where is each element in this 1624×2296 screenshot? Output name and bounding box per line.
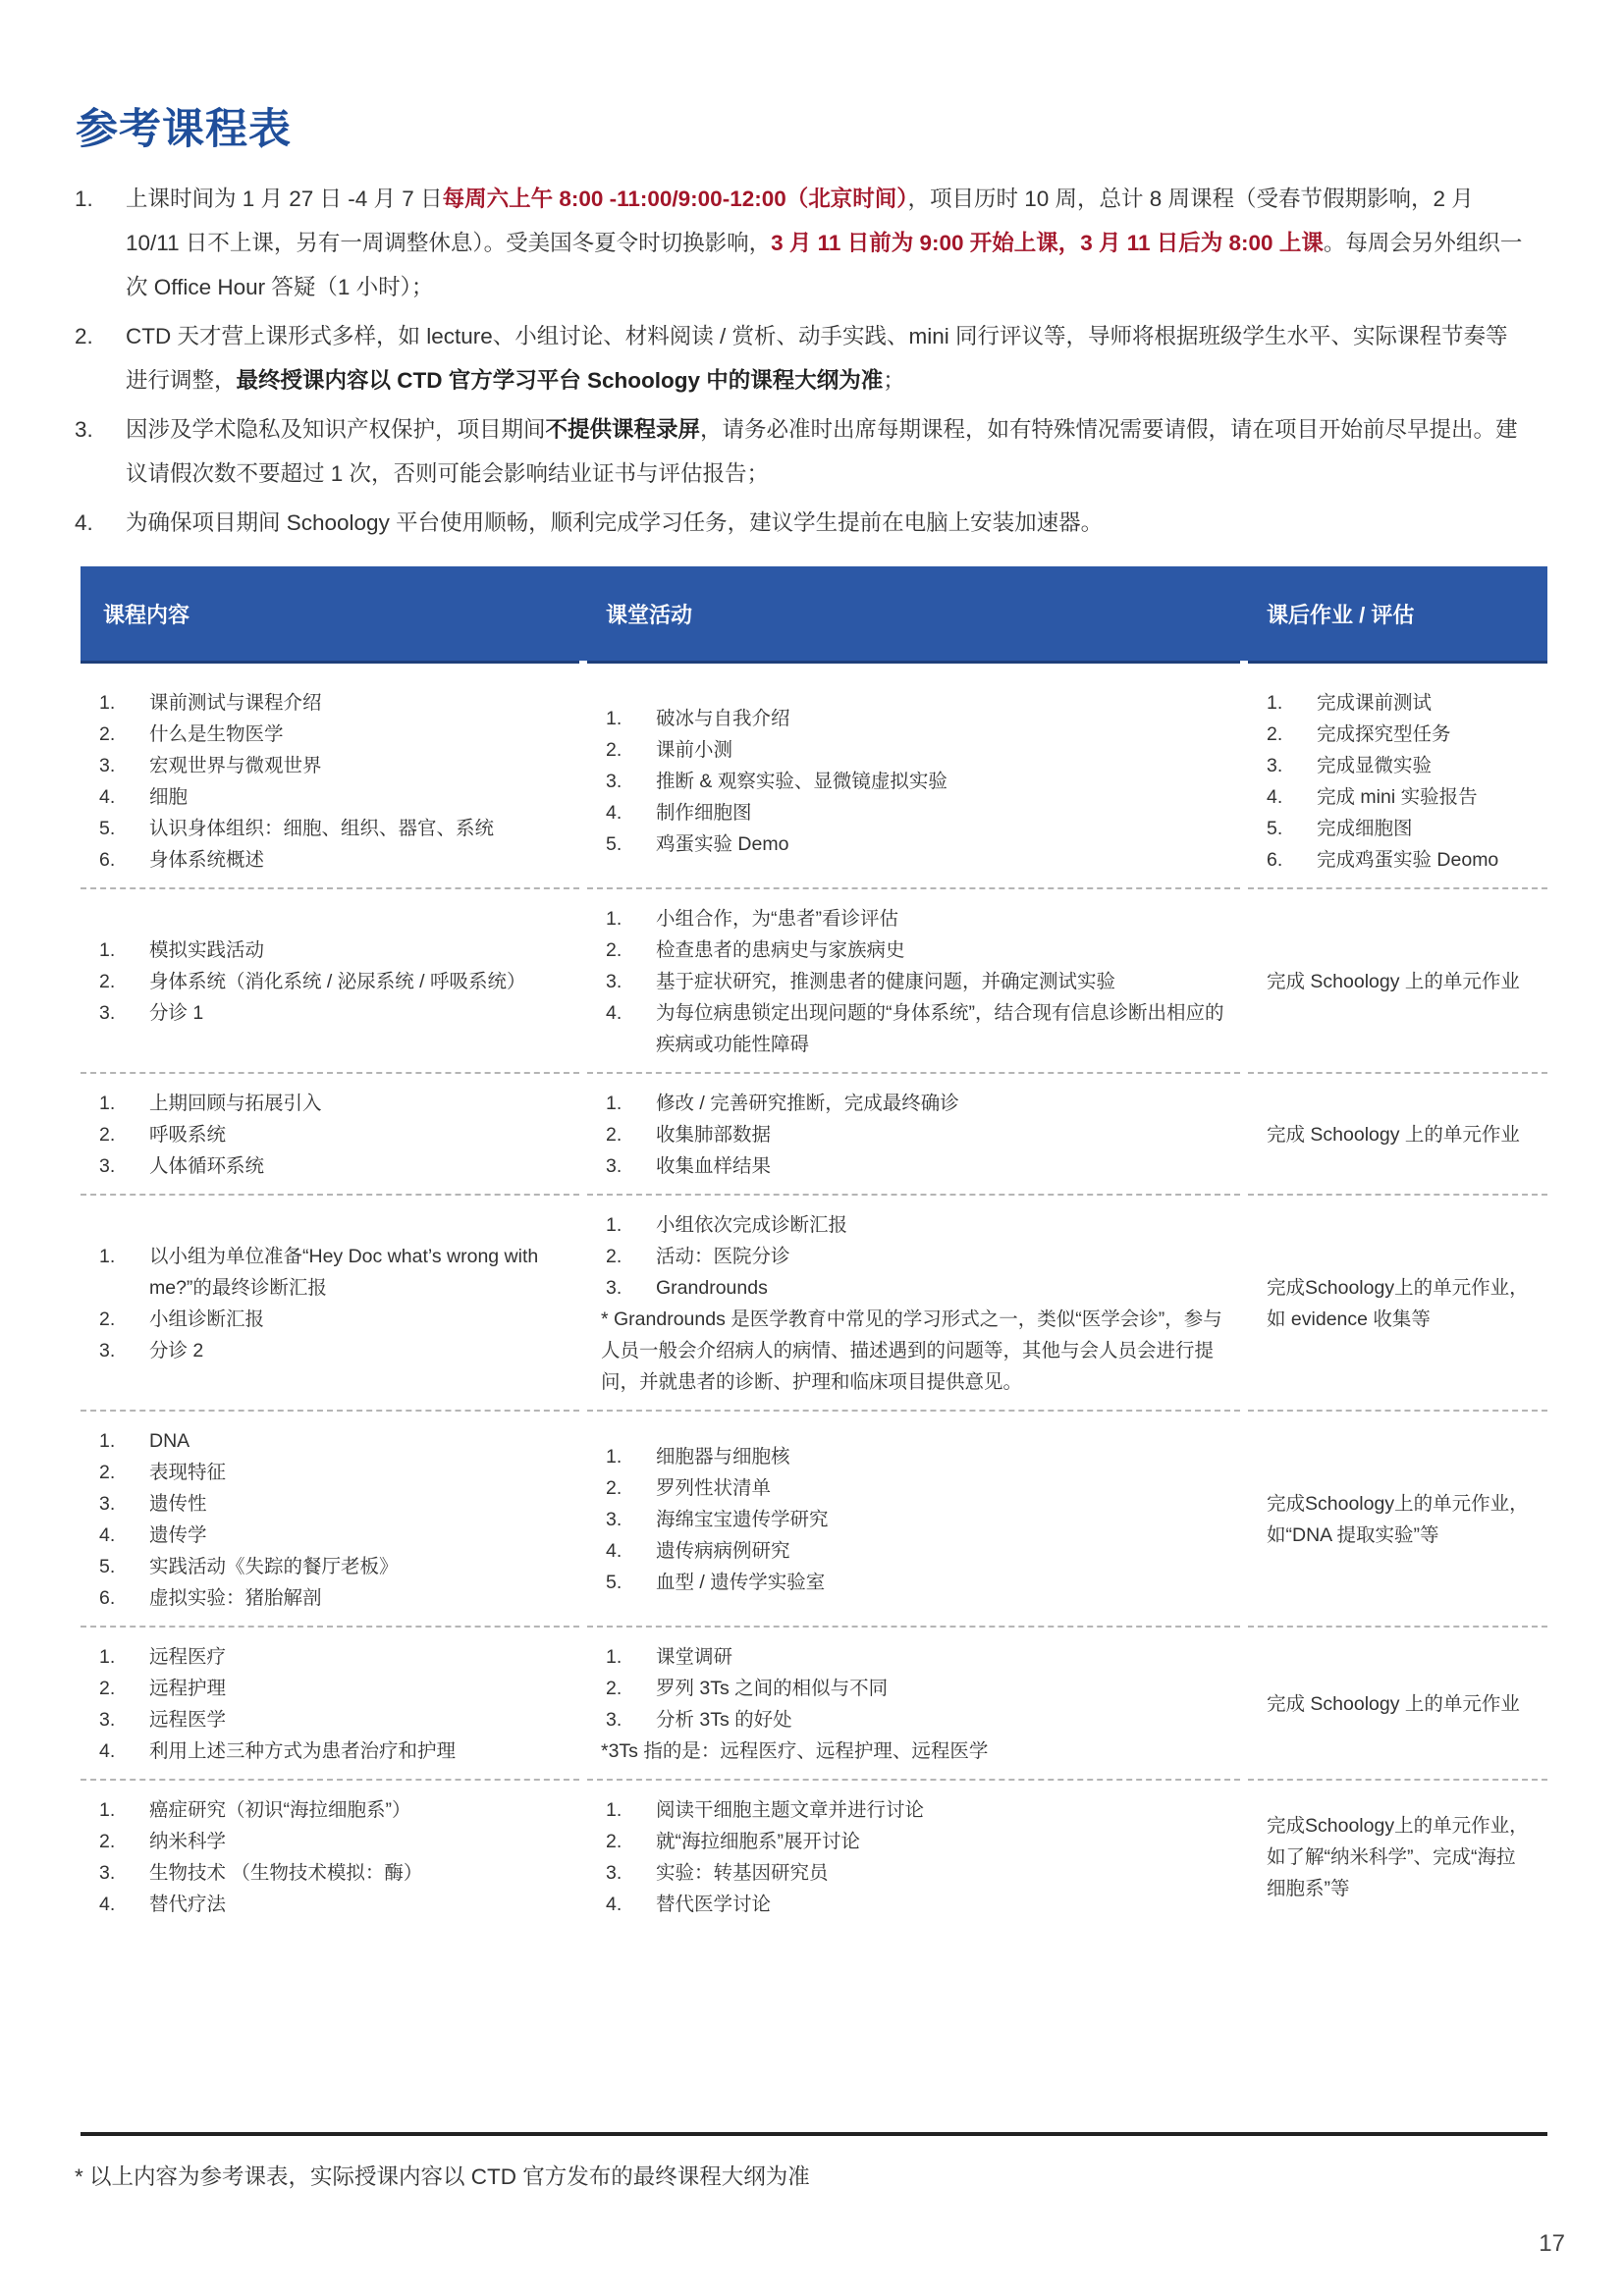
homework-text: 完成 Schoology 上的单元作业 bbox=[1267, 971, 1520, 992]
list-number: 1. bbox=[606, 708, 623, 729]
list-item bbox=[601, 1472, 1226, 1504]
list-number: 1. bbox=[606, 1093, 623, 1114]
list-item bbox=[94, 1457, 566, 1488]
list-text: 细胞器与细胞核 bbox=[656, 1446, 790, 1468]
list-item bbox=[601, 966, 1226, 997]
list-text: 海绵宝宝遗传学研究 bbox=[656, 1509, 829, 1530]
list-text: 遗传性 bbox=[149, 1493, 207, 1515]
list-text: 表现特征 bbox=[149, 1462, 227, 1483]
cell-content bbox=[81, 1780, 583, 1936]
numbered-list bbox=[94, 1425, 566, 1614]
list-text: 什么是生物医学 bbox=[149, 723, 284, 745]
note-highlight: 每周六上午 8:00 -11:00/9:00-12:00（北京时间） bbox=[442, 187, 908, 211]
note-highlight: 3 月 11 日前为 9:00 开始上课，3 月 11 日后为 8:00 上课 bbox=[771, 231, 1324, 255]
list-number: 2. bbox=[99, 971, 116, 992]
list-item bbox=[601, 1504, 1226, 1535]
list-item bbox=[94, 813, 566, 844]
list-item bbox=[94, 1704, 566, 1735]
table-row bbox=[81, 888, 1547, 1073]
list-text: 检查患者的患病史与家族病史 bbox=[656, 939, 905, 961]
list-item bbox=[1262, 844, 1534, 876]
list-number: 2. bbox=[606, 1124, 623, 1146]
table-header bbox=[81, 566, 1547, 663]
table-row bbox=[81, 1073, 1547, 1195]
list-text: 分析 3Ts 的好处 bbox=[656, 1709, 792, 1731]
list-item bbox=[601, 1567, 1226, 1598]
list-number: 4. bbox=[99, 1894, 116, 1915]
list-text: 远程医疗 bbox=[149, 1646, 227, 1668]
numbered-list bbox=[601, 1088, 1226, 1182]
numbered-list bbox=[1262, 687, 1534, 876]
list-item bbox=[601, 1441, 1226, 1472]
list-item bbox=[94, 1857, 566, 1889]
list-text: 基于症状研究，推测患者的健康问题，并确定测试实验 bbox=[656, 971, 1116, 992]
note-text: CTD 天才营上课形式多样，如 lecture、小组讨论、材料阅读 / 赏析、动手实践、mini 同行评议等，导师将根据班级学生水平、实际课程节奏等进行调整， bbox=[126, 324, 1508, 393]
list-item bbox=[1262, 719, 1534, 750]
list-item bbox=[601, 1641, 1226, 1673]
list-text: 分诊 1 bbox=[149, 1002, 204, 1024]
note-number: 1. bbox=[75, 187, 93, 211]
list-number: 2. bbox=[99, 1308, 116, 1330]
list-number: 1. bbox=[99, 692, 116, 714]
list-item bbox=[94, 1335, 566, 1366]
list-number: 2. bbox=[1267, 723, 1283, 745]
note-text: ，请务必准时出席每期课程，如有特殊情况需要请假，请在项目开始前尽早提出。建议请假次数不要超过 1 次，否则可能会影响结业证书与评估报告； bbox=[126, 417, 1518, 486]
list-number: 3. bbox=[606, 971, 623, 992]
list-item bbox=[601, 1119, 1226, 1150]
list-number: 3. bbox=[606, 1709, 623, 1731]
list-item bbox=[94, 1735, 566, 1767]
cell-homework bbox=[1244, 888, 1547, 1073]
list-item bbox=[94, 1150, 566, 1182]
table-row bbox=[81, 1780, 1547, 1936]
list-text: 推断 & 观察实验、显微镜虚拟实验 bbox=[656, 771, 947, 792]
cell-homework bbox=[1244, 1627, 1547, 1780]
list-text: 完成探究型任务 bbox=[1317, 723, 1451, 745]
list-text: 小组诊断汇报 bbox=[149, 1308, 265, 1330]
homework-text: 完成Schoology上的单元作业，如“DNA 提取实验”等 bbox=[1267, 1493, 1529, 1546]
cell-content bbox=[81, 888, 583, 1073]
list-text: 认识身体组织：细胞、组织、器官、系统 bbox=[149, 818, 495, 839]
list-item bbox=[601, 934, 1226, 966]
list-number: 3. bbox=[99, 1493, 116, 1515]
note-text: 。每周会另外组织一次 Office Hour 答疑（1 小时）； bbox=[126, 231, 1523, 299]
list-item bbox=[94, 1520, 566, 1551]
list-text: 替代疗法 bbox=[149, 1894, 227, 1915]
list-number: 5. bbox=[606, 1572, 623, 1593]
cell-activities bbox=[583, 663, 1244, 889]
list-number: 5. bbox=[99, 1556, 116, 1577]
list-text: 人体循环系统 bbox=[149, 1155, 265, 1177]
list-number: 3. bbox=[99, 1340, 116, 1362]
list-item bbox=[601, 1857, 1226, 1889]
note-number: 3. bbox=[75, 417, 93, 442]
list-item bbox=[94, 781, 566, 813]
numbered-list bbox=[601, 1641, 1226, 1735]
list-item bbox=[94, 1889, 566, 1920]
list-text: 小组依次完成诊断汇报 bbox=[656, 1214, 848, 1236]
list-number: 3. bbox=[606, 1509, 623, 1530]
list-number: 4. bbox=[99, 1740, 116, 1762]
list-text: 课前小测 bbox=[656, 739, 733, 761]
list-number: 4. bbox=[606, 1894, 623, 1915]
list-number: 4. bbox=[99, 786, 116, 808]
list-item bbox=[601, 1088, 1226, 1119]
list-text: DNA bbox=[149, 1430, 190, 1452]
numbered-list bbox=[94, 1794, 566, 1920]
list-item bbox=[601, 1794, 1226, 1826]
list-number: 4. bbox=[606, 1540, 623, 1562]
header-activities: 课堂活动 bbox=[583, 566, 1244, 663]
table-bottom-rule bbox=[81, 2132, 1547, 2136]
list-item bbox=[94, 934, 566, 966]
list-text: 细胞 bbox=[149, 786, 189, 808]
numbered-list bbox=[94, 687, 566, 876]
list-text: 阅读干细胞主题文章并进行讨论 bbox=[656, 1799, 925, 1821]
activity-note: * Grandrounds 是医学教育中常见的学习形式之一，类似“医学会诊”，参与人员一般会介绍病人的病情、描述遇到的问题等，其他与会人员会进行提问，并就患者的诊断、护理和临床项目提供意见。 bbox=[601, 1308, 1222, 1393]
page-title: 参考课程表 bbox=[76, 106, 292, 153]
list-item bbox=[94, 1673, 566, 1704]
list-item bbox=[1262, 781, 1534, 813]
list-item bbox=[1262, 750, 1534, 781]
header-homework: 课后作业 / 评估 bbox=[1244, 566, 1547, 663]
footnote: * 以上内容为参考课表，实际授课内容以 CTD 官方发布的最终课程大纲为准 bbox=[75, 2164, 810, 2189]
numbered-list bbox=[601, 1209, 1226, 1304]
list-text: 分诊 2 bbox=[149, 1340, 204, 1362]
list-text: 破冰与自我介绍 bbox=[656, 708, 790, 729]
list-number: 2. bbox=[99, 1831, 116, 1852]
list-text: 虚拟实验：猪胎解剖 bbox=[149, 1587, 322, 1609]
list-number: 4. bbox=[1267, 786, 1283, 808]
numbered-list bbox=[94, 1641, 566, 1767]
list-number: 4. bbox=[99, 1524, 116, 1546]
cell-activities bbox=[583, 1780, 1244, 1936]
list-item bbox=[94, 1551, 566, 1582]
note-text: 上课时间为 1 月 27 日 -4 月 7 日 bbox=[126, 187, 443, 211]
list-text: 完成鸡蛋实验 Deomo bbox=[1317, 849, 1499, 871]
list-item bbox=[94, 719, 566, 750]
cell-activities bbox=[583, 1195, 1244, 1411]
list-item bbox=[1262, 813, 1534, 844]
list-text: 制作细胞图 bbox=[656, 802, 752, 824]
list-number: 4. bbox=[606, 802, 623, 824]
numbered-list bbox=[94, 1241, 566, 1366]
note-item-3 bbox=[75, 407, 1528, 496]
list-item bbox=[94, 997, 566, 1029]
note-item-2 bbox=[75, 314, 1528, 402]
homework-text: 完成 Schoology 上的单元作业 bbox=[1267, 1693, 1520, 1715]
note-text: 因涉及学术隐私及知识产权保护，项目期间 bbox=[126, 417, 546, 442]
list-text: 身体系统概述 bbox=[149, 849, 265, 871]
list-item bbox=[601, 1272, 1226, 1304]
list-text: 罗列性状清单 bbox=[656, 1477, 772, 1499]
list-text: 罗列 3Ts 之间的相似与不同 bbox=[656, 1678, 889, 1699]
list-item bbox=[94, 1826, 566, 1857]
list-number: 1. bbox=[606, 1799, 623, 1821]
note-bold: 最终授课内容以 CTD 官方学习平台 Schoology 中的课程大纲为准 bbox=[236, 368, 884, 393]
list-text: 癌症研究（初识“海拉细胞系”） bbox=[149, 1799, 411, 1821]
numbered-list bbox=[94, 934, 566, 1029]
list-number: 1. bbox=[99, 1430, 116, 1452]
list-text: 遗传学 bbox=[149, 1524, 207, 1546]
list-text: 呼吸系统 bbox=[149, 1124, 227, 1146]
list-text: 血型 / 遗传学实验室 bbox=[656, 1572, 826, 1593]
cell-activities bbox=[583, 1627, 1244, 1780]
note-item-4 bbox=[75, 501, 1528, 545]
list-number: 6. bbox=[99, 849, 116, 871]
table-row bbox=[81, 663, 1547, 889]
list-text: 课前测试与课程介绍 bbox=[149, 692, 322, 714]
list-item bbox=[601, 734, 1226, 766]
list-item bbox=[601, 766, 1226, 797]
numbered-list bbox=[94, 1088, 566, 1182]
list-number: 2. bbox=[606, 1678, 623, 1699]
note-text: 为确保项目期间 Schoology 平台使用顺畅，顺利完成学习任务，建议学生提前在电脑上安装加速器。 bbox=[126, 510, 1104, 535]
list-text: 完成细胞图 bbox=[1317, 818, 1413, 839]
list-number: 2. bbox=[99, 1678, 116, 1699]
list-text: 上期回顾与拓展引入 bbox=[149, 1093, 322, 1114]
list-number: 3. bbox=[99, 1002, 116, 1024]
list-item bbox=[94, 687, 566, 719]
table-body bbox=[81, 663, 1547, 1937]
list-number: 3. bbox=[99, 755, 116, 776]
list-number: 2. bbox=[99, 723, 116, 745]
note-number: 4. bbox=[75, 510, 93, 535]
list-item bbox=[601, 1241, 1226, 1272]
list-number: 3. bbox=[606, 1155, 623, 1177]
homework-text: 完成Schoology上的单元作业，如 evidence 收集等 bbox=[1267, 1277, 1529, 1330]
list-number: 2. bbox=[606, 1246, 623, 1267]
list-item bbox=[94, 1582, 566, 1614]
list-text: 活动：医院分诊 bbox=[656, 1246, 790, 1267]
table-row bbox=[81, 1195, 1547, 1411]
list-item bbox=[601, 1150, 1226, 1182]
list-number: 6. bbox=[1267, 849, 1283, 871]
cell-homework bbox=[1244, 1780, 1547, 1936]
note-bold: 不提供课程录屏 bbox=[545, 417, 701, 442]
list-text: 完成课前测试 bbox=[1317, 692, 1433, 714]
list-number: 5. bbox=[99, 818, 116, 839]
list-item bbox=[601, 1826, 1226, 1857]
list-number: 3. bbox=[606, 1277, 623, 1299]
table-row bbox=[81, 1411, 1547, 1627]
list-text: 收集血样结果 bbox=[656, 1155, 772, 1177]
list-number: 2. bbox=[606, 1477, 623, 1499]
cell-homework bbox=[1244, 663, 1547, 889]
numbered-list bbox=[601, 1441, 1226, 1598]
cell-content bbox=[81, 1627, 583, 1780]
list-text: 利用上述三种方式为患者治疗和护理 bbox=[149, 1740, 457, 1762]
list-item bbox=[94, 1241, 566, 1304]
list-number: 2. bbox=[99, 1124, 116, 1146]
list-text: 就“海拉细胞系”展开讨论 bbox=[656, 1831, 860, 1852]
course-notes bbox=[75, 177, 1528, 545]
list-number: 2. bbox=[99, 1462, 116, 1483]
list-text: 生物技术 （生物技术模拟：酶） bbox=[149, 1862, 423, 1884]
list-number: 1. bbox=[99, 1093, 116, 1114]
list-text: 为每位病患锁定出现问题的“身体系统”，结合现有信息诊断出相应的疾病或功能性障碍 bbox=[656, 1002, 1224, 1055]
page-number: 17 bbox=[1539, 2230, 1565, 2257]
list-number: 3. bbox=[606, 1862, 623, 1884]
list-number: 1. bbox=[606, 1446, 623, 1468]
list-item bbox=[94, 966, 566, 997]
list-number: 1. bbox=[1267, 692, 1283, 714]
list-number: 1. bbox=[606, 1646, 623, 1668]
list-item bbox=[601, 1535, 1226, 1567]
cell-homework bbox=[1244, 1411, 1547, 1627]
list-number: 3. bbox=[1267, 755, 1283, 776]
note-text: ； bbox=[883, 368, 905, 393]
cell-activities bbox=[583, 1073, 1244, 1195]
list-number: 4. bbox=[606, 1002, 623, 1024]
cell-content bbox=[81, 663, 583, 889]
note-item-1 bbox=[75, 177, 1528, 309]
list-number: 5. bbox=[606, 833, 623, 855]
list-item bbox=[601, 903, 1226, 934]
list-text: 鸡蛋实验 Demo bbox=[656, 833, 789, 855]
list-text: 遗传病病例研究 bbox=[656, 1540, 790, 1562]
numbered-list bbox=[601, 903, 1226, 1060]
list-text: 收集肺部数据 bbox=[656, 1124, 772, 1146]
list-item bbox=[601, 997, 1226, 1060]
cell-content bbox=[81, 1073, 583, 1195]
note-number: 2. bbox=[75, 324, 93, 348]
list-number: 1. bbox=[606, 1214, 623, 1236]
list-number: 1. bbox=[99, 1646, 116, 1668]
list-number: 3. bbox=[99, 1862, 116, 1884]
homework-text: 完成Schoology上的单元作业，如了解“纳米科学”、完成“海拉细胞系”等 bbox=[1267, 1815, 1529, 1899]
list-number: 1. bbox=[99, 1246, 116, 1267]
list-number: 3. bbox=[606, 771, 623, 792]
activity-note: *3Ts 指的是：远程医疗、远程护理、远程医学 bbox=[601, 1740, 989, 1762]
list-item bbox=[601, 1673, 1226, 1704]
list-text: 远程医学 bbox=[149, 1709, 227, 1731]
numbered-list bbox=[601, 1794, 1226, 1920]
cell-activities bbox=[583, 888, 1244, 1073]
list-text: 课堂调研 bbox=[656, 1646, 733, 1668]
table-row bbox=[81, 1627, 1547, 1780]
list-number: 2. bbox=[606, 939, 623, 961]
list-text: 修改 / 完善研究推断，完成最终确诊 bbox=[656, 1093, 959, 1114]
list-number: 1. bbox=[99, 1799, 116, 1821]
header-content: 课程内容 bbox=[81, 566, 583, 663]
cell-content bbox=[81, 1195, 583, 1411]
list-item bbox=[94, 1304, 566, 1335]
list-text: 实践活动《失踪的餐厅老板》 bbox=[149, 1556, 399, 1577]
list-item bbox=[601, 703, 1226, 734]
list-number: 5. bbox=[1267, 818, 1283, 839]
list-item bbox=[94, 1794, 566, 1826]
list-text: 纳米科学 bbox=[149, 1831, 227, 1852]
note-text: ，项目历时 10 周，总计 8 周课程（受春节假期影响，2 月 10/11 日不上课，另有一周调整休息）。受美国冬夏令时切换影响， bbox=[126, 187, 1474, 255]
list-number: 1. bbox=[606, 908, 623, 930]
list-number: 6. bbox=[99, 1587, 116, 1609]
list-text: 身体系统（消化系统 / 泌尿系统 / 呼吸系统） bbox=[149, 971, 526, 992]
list-item bbox=[601, 1209, 1226, 1241]
list-item bbox=[601, 1889, 1226, 1920]
list-item bbox=[94, 844, 566, 876]
numbered-list bbox=[601, 703, 1226, 860]
list-item bbox=[601, 797, 1226, 828]
list-text: 模拟实践活动 bbox=[149, 939, 265, 961]
list-number: 3. bbox=[99, 1709, 116, 1731]
homework-text: 完成 Schoology 上的单元作业 bbox=[1267, 1124, 1520, 1146]
list-item bbox=[94, 1088, 566, 1119]
cell-homework bbox=[1244, 1073, 1547, 1195]
list-item bbox=[94, 1425, 566, 1457]
list-number: 2. bbox=[606, 739, 623, 761]
list-item bbox=[94, 1119, 566, 1150]
cell-activities bbox=[583, 1411, 1244, 1627]
course-table bbox=[81, 566, 1547, 1936]
list-item bbox=[1262, 687, 1534, 719]
list-text: 以小组为单位准备“Hey Doc what’s wrong with me?”的最终诊断汇报 bbox=[149, 1246, 539, 1299]
list-text: 宏观世界与微观世界 bbox=[149, 755, 322, 776]
list-item bbox=[94, 1488, 566, 1520]
list-text: 实验：转基因研究员 bbox=[656, 1862, 829, 1884]
list-item bbox=[94, 750, 566, 781]
cell-content bbox=[81, 1411, 583, 1627]
list-text: 完成 mini 实验报告 bbox=[1317, 786, 1478, 808]
list-item bbox=[601, 1704, 1226, 1735]
list-text: 小组合作，为“患者”看诊评估 bbox=[656, 908, 898, 930]
list-text: 替代医学讨论 bbox=[656, 1894, 772, 1915]
list-item bbox=[601, 828, 1226, 860]
list-number: 3. bbox=[99, 1155, 116, 1177]
list-text: 完成显微实验 bbox=[1317, 755, 1433, 776]
list-text: 远程护理 bbox=[149, 1678, 227, 1699]
list-number: 2. bbox=[606, 1831, 623, 1852]
cell-homework bbox=[1244, 1195, 1547, 1411]
list-number: 1. bbox=[99, 939, 116, 961]
list-item bbox=[94, 1641, 566, 1673]
list-text: Grandrounds bbox=[656, 1277, 768, 1299]
